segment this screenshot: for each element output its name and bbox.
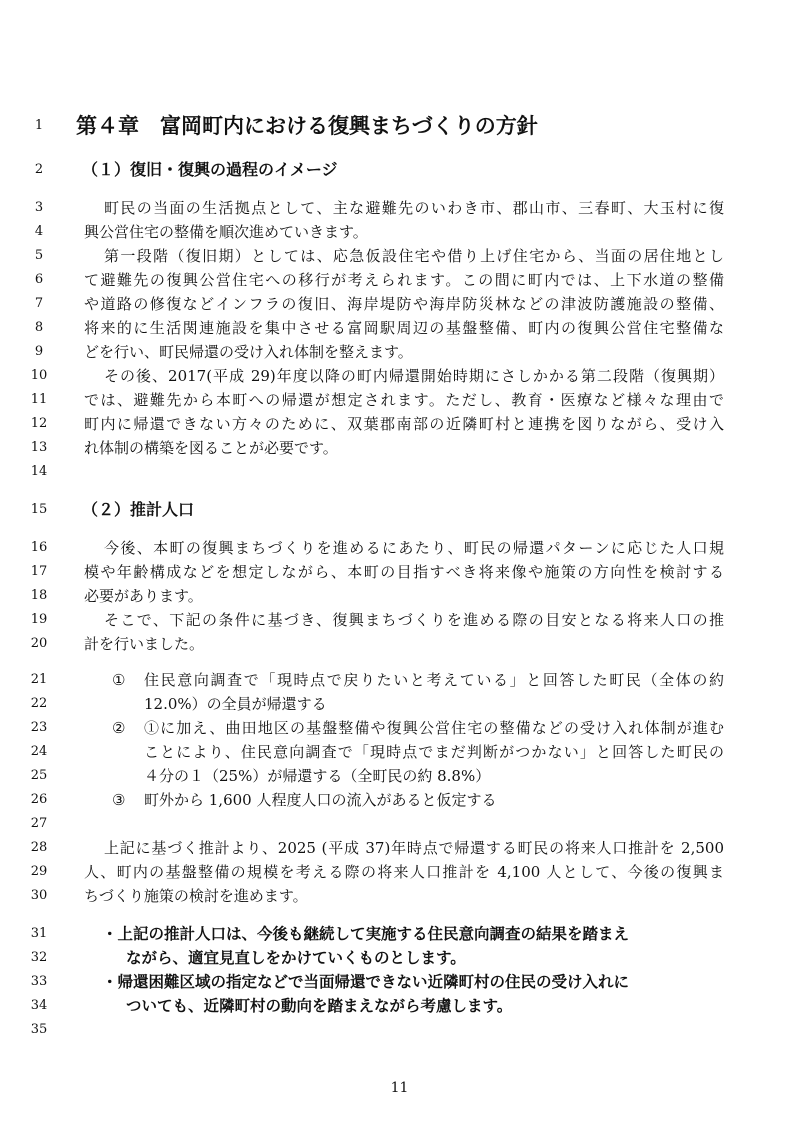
- paragraph-line: では、避難先から本町への帰還が想定されます。ただし、教育・医療など様々な理由で: [84, 391, 724, 409]
- line-number: 14: [30, 464, 48, 479]
- line-number: 9: [34, 344, 44, 359]
- paragraph-line: そこで、下記の条件に基づき、復興まちづくりを進める際の目安となる将来人口の推: [104, 611, 724, 629]
- line-number: 19: [30, 612, 48, 627]
- line-number: 16: [30, 540, 48, 555]
- line-number: 18: [30, 588, 48, 603]
- note-line: ながら、適宜見直しをかけていくものとします。: [126, 949, 466, 967]
- paragraph-line: 今後、本町の復興まちづくりを進めるにあたり、町民の帰還パターンに応じた人口規: [104, 539, 724, 557]
- paragraph-line: 必要があります。: [84, 587, 203, 605]
- line-number: 8: [34, 320, 44, 335]
- line-number: 32: [30, 950, 48, 965]
- paragraph-line: その後、2017(平成 29)年度以降の町内帰還開始時期にさしかかる第二段階（復興期）: [104, 367, 724, 385]
- paragraph-line: 将来的に生活関連施設を集中させる富岡駅周辺の基盤整備、町内の復興公営住宅整備な: [84, 319, 724, 337]
- condition-line: ①に加え、曲田地区の基盤整備や復興公営住宅の整備などの受け入れ体制が進む: [144, 719, 724, 737]
- condition-marker: ①: [112, 671, 126, 689]
- line-number: 2: [34, 162, 44, 177]
- paragraph-line: や道路の修復などインフラの復旧、海岸堤防や海岸防災林などの津波防護施設の整備、: [84, 295, 724, 313]
- note-line: ・帰還困難区域の指定などで当面帰還できない近隣町村の住民の受け入れに: [102, 973, 630, 991]
- line-number: 33: [30, 974, 48, 989]
- line-number: 27: [30, 816, 48, 831]
- summary-line: 人、町内の基盤整備の規模を考える際の将来人口推計を 4,100 人として、今後の復興ま: [84, 863, 724, 881]
- line-number: 17: [30, 564, 48, 579]
- paragraph-line: 興公営住宅の整備を順次進めていきます。: [84, 223, 368, 241]
- line-number: 20: [30, 636, 48, 651]
- paragraph-line: れ体制の構築を図ることが必要です。: [84, 439, 338, 457]
- condition-marker: ②: [112, 719, 126, 737]
- paragraph-line: 町民の当面の生活拠点として、主な避難先のいわき市、郡山市、三春町、大玉村に復: [104, 199, 724, 217]
- line-number: 7: [34, 296, 44, 311]
- line-number: 28: [30, 840, 48, 855]
- summary-line: 上記に基づく推計より、2025 (平成 37)年時点で帰還する町民の将来人口推計を 2,500: [104, 839, 724, 857]
- line-number: 22: [30, 696, 48, 711]
- chapter-title: 第４章 富岡町内における復興まちづくりの方針: [76, 114, 538, 138]
- condition-line: 住民意向調査で「現時点で戻りたいと考えている」と回答した町民（全体の約: [144, 671, 724, 689]
- line-number: 24: [30, 744, 48, 759]
- condition-line: 町外から 1,600 人程度人口の流入があると仮定する: [144, 791, 497, 809]
- paragraph-line: 町内に帰還できない方々のために、双葉郡南部の近隣町村と連携を図りながら、受け入: [84, 415, 724, 433]
- paragraph-line: 計を行いました。: [84, 635, 205, 653]
- line-number: 4: [34, 224, 44, 239]
- line-number: 21: [30, 672, 48, 687]
- line-number: 23: [30, 720, 48, 735]
- line-number: 25: [30, 768, 48, 783]
- paragraph-line: どを行い、町民帰還の受け入れ体制を整えます。: [84, 343, 413, 361]
- line-number: 1: [34, 118, 44, 133]
- line-number: 26: [30, 792, 48, 807]
- line-number: 30: [30, 888, 48, 903]
- page-number: 11: [390, 1080, 409, 1096]
- line-number: 3: [34, 200, 44, 215]
- paragraph-line: て避難先の復興公営住宅への移行が考えられます。この間に町内では、上下水道の整備: [84, 271, 724, 289]
- summary-line: ちづくり施策の検討を進めます。: [84, 887, 308, 905]
- line-number: 29: [30, 864, 48, 879]
- paragraph-line: 模や年齢構成などを想定しながら、本町の目指すべき将来像や施策の方向性を検討する: [84, 563, 724, 581]
- line-number: 6: [34, 272, 44, 287]
- condition-line: ことにより、住民意向調査で「現時点でまだ判断がつかない」と回答した町民の: [144, 743, 724, 761]
- line-number: 13: [30, 440, 48, 455]
- section-heading: （１）復旧・復興の過程のイメージ: [82, 160, 338, 179]
- condition-line: 12.0%）の全員が帰還する: [144, 695, 327, 713]
- paragraph-line: 第一段階（復旧期）としては、応急仮設住宅や借り上げ住宅から、当面の居住地とし: [104, 247, 724, 265]
- line-number: 35: [30, 1022, 48, 1037]
- condition-line: ４分の１（25%）が帰還する（全町民の約 8.8%）: [144, 767, 491, 785]
- line-number: 10: [30, 368, 48, 383]
- line-number: 15: [30, 502, 48, 517]
- line-number: 31: [30, 926, 48, 941]
- section-heading: （２）推計人口: [82, 500, 195, 519]
- note-line: ついても、近隣町村の動向を踏まえながら考慮します。: [126, 997, 513, 1015]
- note-line: ・上記の推計人口は、今後も継続して実施する住民意向調査の結果を踏まえ: [102, 925, 630, 943]
- line-number: 12: [30, 416, 48, 431]
- condition-marker: ③: [112, 791, 126, 809]
- line-number: 34: [30, 998, 48, 1013]
- line-number: 11: [30, 392, 48, 407]
- line-number: 5: [34, 248, 44, 263]
